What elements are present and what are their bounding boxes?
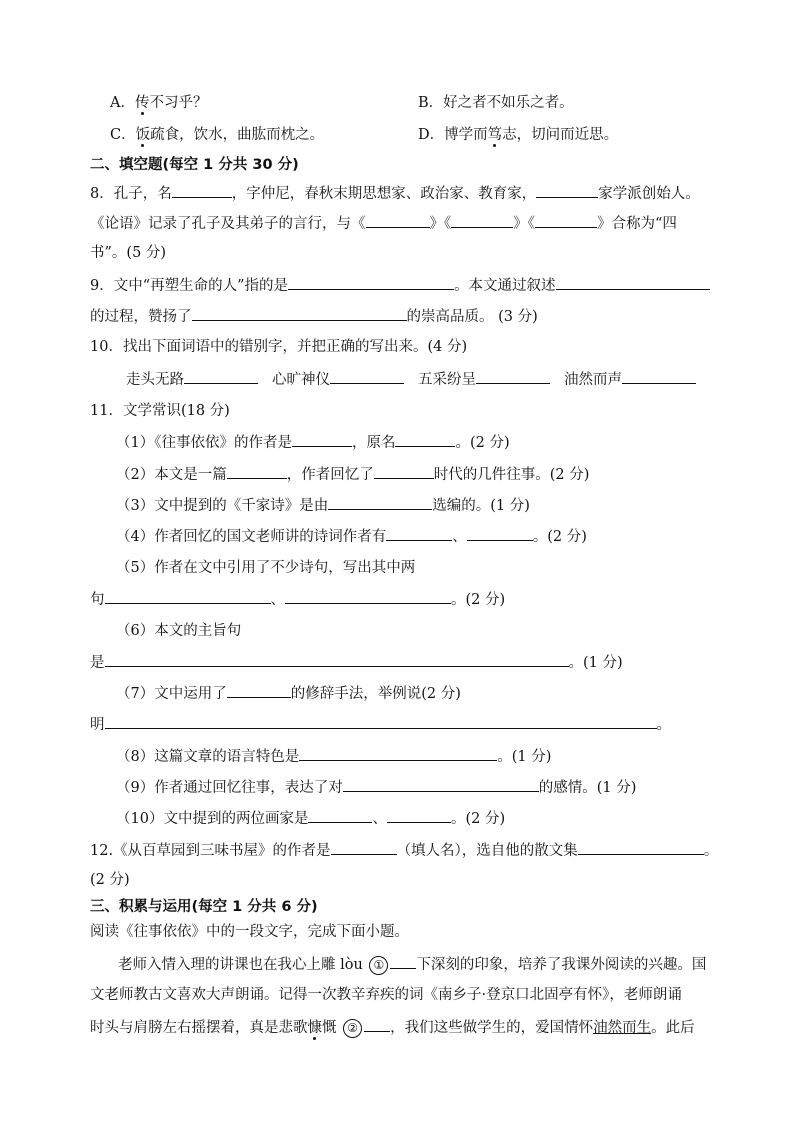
q11-item-1: （1）《往事依依》的作者是 ，原名 。(2 分) — [116, 431, 510, 454]
blank[interactable] — [308, 807, 372, 823]
q11-item-8: （8）这篇文章的语言特色是 。(1 分) — [116, 745, 551, 768]
q11-item-9: （9）作者通过回忆往事，表达了对 的感情。(1 分) — [116, 776, 636, 799]
blank[interactable] — [299, 745, 497, 761]
q11-item-5-answer: 句 、 。(2 分) — [90, 588, 505, 611]
marker-1: ① — [369, 956, 388, 975]
q11-item-3: （3）文中提到的《千家诗》是由 选编的。(1 分) — [116, 494, 530, 517]
question-8-line-3: 书”。(5 分) — [90, 245, 167, 261]
option-c: C．饭疏食，饮水，曲肱而枕之。 — [110, 127, 325, 143]
section-heading-fill-blanks: 二、填空题(每空 1 分共 30 分) — [90, 157, 299, 173]
blank[interactable] — [331, 839, 397, 855]
q11-item-6-answer: 是 。(1 分) — [90, 651, 623, 674]
blank[interactable] — [556, 274, 710, 290]
blank[interactable] — [386, 525, 452, 541]
passage-line-2: 文老师教古文喜欢大声朗诵。记得一次教辛弃疾的词《南乡子·登京口北固亭有怀》，老师朗诵 — [90, 987, 682, 1003]
blank[interactable] — [535, 212, 597, 228]
blank[interactable] — [105, 713, 657, 729]
q11-item-7-answer: 明 。 — [90, 713, 671, 736]
blank[interactable] — [536, 182, 598, 198]
blank[interactable] — [622, 368, 696, 384]
passage-line-3: 时头与肩膀左右摇摆着，真是悲歌慷慨 ② ，我们这些做学生的，爱国情怀油然而生。此后 — [90, 1016, 695, 1039]
question-12-line-2: (2 分) — [90, 872, 130, 888]
q11-item-10: （10）文中提到的两位画家是 、 。(2 分) — [116, 807, 505, 830]
q11-item-6: （6）本文的主旨句 — [116, 623, 242, 639]
q11-item-4: （4）作者回忆的国文老师讲的诗词作者有 、 。(2 分) — [116, 525, 587, 548]
blank[interactable] — [172, 182, 232, 198]
marker-2: ② — [343, 1019, 362, 1038]
question-9-line-1: 9．文中“再塑生命的人”指的是 。本文通过叙述 — [90, 274, 710, 297]
blank[interactable] — [366, 212, 430, 228]
blank[interactable] — [184, 368, 258, 384]
blank[interactable] — [105, 651, 569, 667]
blank[interactable] — [288, 274, 454, 290]
blank[interactable] — [467, 525, 533, 541]
blank[interactable] — [390, 953, 416, 969]
question-8-line-1: 8．孔子，名 ，字仲尼，春秋末期思想家、政治家、教育家， 家学派创始人。 — [90, 182, 700, 205]
blank[interactable] — [330, 368, 404, 384]
q11-item-5: （5）作者在文中引用了不少诗句，写出其中两 — [116, 560, 416, 576]
question-11-title: 11．文学常识(18 分) — [90, 403, 230, 419]
blank[interactable] — [387, 807, 451, 823]
option-a: A．传不习乎？ — [110, 95, 208, 111]
option-d: D．博学而笃志，切问而近思。 — [418, 127, 619, 143]
question-10-words: 走头无路 心旷神仪 五采纷呈 油然而声 — [126, 368, 696, 391]
blank[interactable] — [374, 463, 434, 479]
q11-item-2: （2）本文是一篇 ，作者回忆了 时代的几件往事。(2 分) — [116, 463, 589, 486]
reading-instruction: 阅读《往事依依》中的一段文字，完成下面小题。 — [90, 924, 409, 940]
blank[interactable] — [343, 776, 539, 792]
blank[interactable] — [364, 1016, 390, 1032]
question-10-title: 10．找出下面词语中的错别字，并把正确的写出来。(4 分) — [90, 339, 468, 355]
question-8-line-2: 《论语》记录了孔子及其弟子的言行，与《 》《 》《 》合称为“四 — [90, 212, 677, 235]
q11-item-7: （7）文中运用了 的修辞手法，举例说(2 分) — [116, 682, 461, 705]
blank[interactable] — [192, 305, 407, 321]
blank[interactable] — [227, 463, 287, 479]
blank[interactable] — [285, 588, 451, 604]
blank[interactable] — [328, 494, 432, 510]
section-heading-accumulation: 三、积累与运用(每空 1 分共 6 分) — [90, 899, 318, 915]
blank[interactable] — [476, 368, 550, 384]
blank[interactable] — [292, 431, 352, 447]
option-b: B．好之者不如乐之者。 — [418, 95, 574, 111]
passage-line-1: 老师入情入理的讲课也在我心上雕 lòu ① 下深刻的印象，培养了我课外阅读的兴趣。国 — [118, 953, 706, 976]
blank[interactable] — [578, 839, 704, 855]
blank[interactable] — [395, 431, 455, 447]
blank[interactable] — [451, 212, 513, 228]
blank[interactable] — [227, 682, 291, 698]
question-12-line-1: 12.《从百草园到三味书屋》的作者是 （填人名），选自他的散文集 。 — [90, 839, 718, 862]
blank[interactable] — [105, 588, 271, 604]
question-9-line-2: 的过程，赞扬了 的崇高品质。 (3 分) — [90, 305, 538, 328]
